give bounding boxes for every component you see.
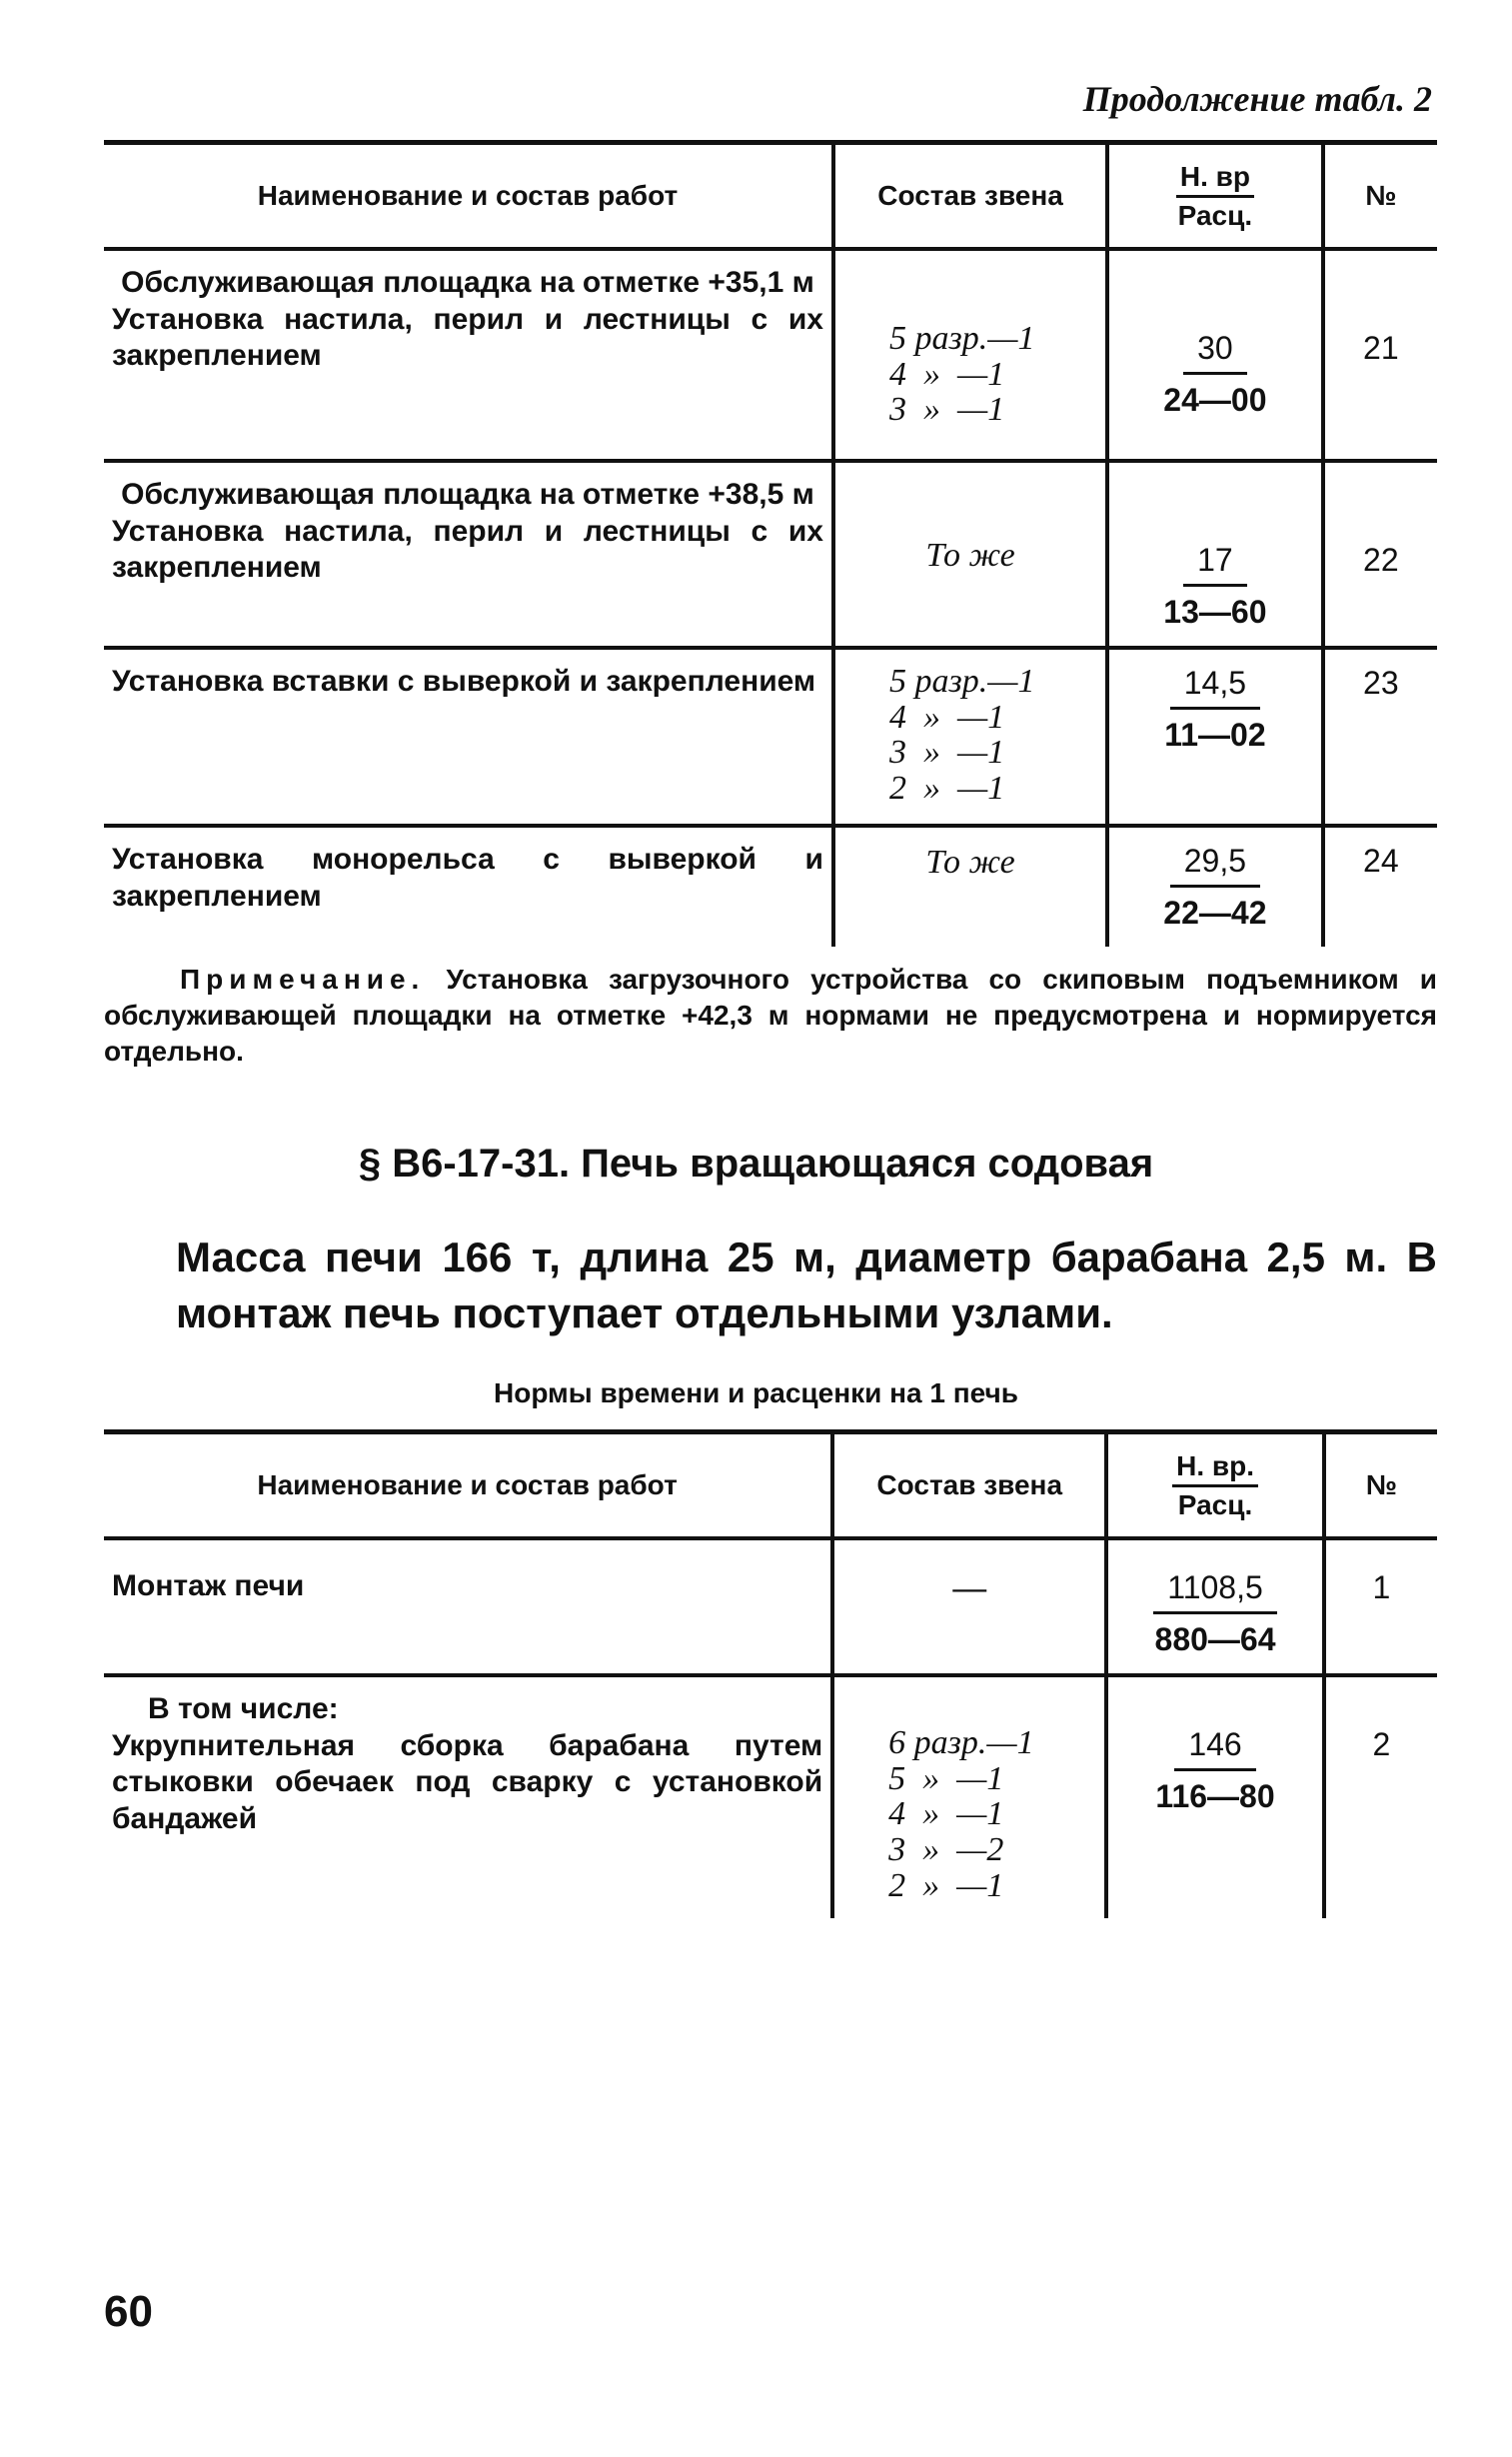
rate-value: 116—80	[1155, 1778, 1275, 1815]
note-label: Примечание.	[180, 964, 426, 995]
crew-cell	[833, 648, 1107, 826]
crew-line: 4 » —1	[888, 355, 1005, 393]
norm-cell	[1106, 1538, 1323, 1675]
row-number: 24	[1363, 843, 1399, 880]
table-row	[104, 1538, 1437, 1675]
work-cell	[104, 826, 833, 947]
table-row	[104, 648, 1437, 826]
number-cell	[1323, 249, 1437, 461]
crew-line: 4 » —1	[888, 1795, 1004, 1833]
table-continuation-caption: Продолжение табл. 2	[1082, 79, 1432, 119]
crew-line: 6 разр.—1	[888, 1724, 1034, 1762]
header-crew: Состав звена	[832, 1432, 1106, 1539]
row-number: 22	[1363, 542, 1399, 578]
header-work: Наименование и состав работ	[104, 1432, 832, 1539]
table-row	[104, 249, 1437, 461]
rate-value: 13—60	[1163, 594, 1267, 631]
page-number: 60	[104, 2287, 153, 2336]
table-header-row	[104, 143, 1437, 250]
row-title: Обслуживающая площадка на отметке +35,1 м	[121, 266, 814, 299]
rate-value: 22—42	[1163, 895, 1267, 932]
work-cell	[104, 1538, 832, 1675]
number-cell	[1323, 826, 1437, 947]
section-description: Масса печи 166 т, длина 25 м, диаметр барабана 2,5 м. В монтаж печь поступает отдельными узлами.	[176, 1233, 1437, 1337]
table2-caption: Нормы времени и расценки на 1 печь	[494, 1377, 1018, 1408]
norm-cell	[1106, 1675, 1323, 1917]
header-crew: Состав звена	[833, 143, 1107, 250]
row-text: Укрупнительная сборка барабана путем стыковки обечаек под сварку с установкой бандажей	[112, 1728, 823, 1835]
crew-cell	[833, 461, 1107, 648]
header-number: №	[1323, 143, 1437, 250]
row-number: 2	[1372, 1726, 1391, 1763]
row-number: 1	[1372, 1569, 1391, 1605]
row-number: 23	[1363, 665, 1399, 702]
crew-line: 2 » —1	[888, 770, 1005, 808]
work-cell	[104, 461, 833, 648]
table-note	[104, 962, 1437, 1069]
crew-line: 5 разр.—1	[888, 320, 1035, 357]
row-text: Установка настила, перил и лестницы с их закреплением	[112, 302, 823, 373]
crew-cell	[832, 1675, 1106, 1917]
number-cell	[1323, 461, 1437, 648]
table-row	[104, 826, 1437, 947]
header-norm-top: Н. вр.	[1172, 1450, 1258, 1487]
crew-line: 2 » —1	[888, 1866, 1004, 1904]
norms-table-continued	[104, 140, 1437, 947]
norm-cell	[1107, 826, 1323, 947]
row-text: Установка вставки с выверкой и закреплением	[112, 665, 816, 699]
note-text: Установка загрузочного устройства со скиповым подъемником и обслуживающей площадки на отметке +42,3 м нормами не предусмотрена и нормируется отдельно.	[104, 964, 1438, 1067]
number-cell	[1323, 648, 1437, 826]
time-norm: 14,5	[1170, 664, 1260, 710]
row-number: 21	[1363, 330, 1399, 366]
rate-value: 11—02	[1164, 717, 1266, 754]
header-work: Наименование и состав работ	[104, 143, 833, 250]
rate-value: 24—00	[1163, 382, 1267, 419]
time-norm: 30	[1183, 329, 1247, 375]
work-cell	[104, 1675, 832, 1917]
row-lead: В том числе:	[148, 1692, 339, 1726]
norm-cell	[1107, 648, 1323, 826]
number-cell	[1324, 1538, 1437, 1675]
crew-same: То же	[925, 844, 1015, 882]
crew-cell	[833, 249, 1107, 461]
crew-line: 3 » —1	[888, 391, 1005, 429]
table-row	[104, 461, 1437, 648]
norms-table-kiln	[104, 1429, 1437, 1918]
number-cell	[1324, 1675, 1437, 1917]
time-norm: 29,5	[1170, 842, 1260, 888]
crew-line: 3 » —1	[888, 734, 1005, 772]
crew-line: 3 » —2	[888, 1831, 1004, 1869]
table-row	[104, 1675, 1437, 1917]
crew-line: 5 » —1	[888, 1759, 1004, 1797]
norm-cell	[1107, 461, 1323, 648]
header-number: №	[1324, 1432, 1437, 1539]
work-cell	[104, 648, 833, 826]
crew-line: 4 » —1	[888, 698, 1005, 736]
table-header-row	[104, 1432, 1437, 1539]
time-norm: 17	[1183, 541, 1247, 587]
norm-cell	[1107, 249, 1323, 461]
time-norm: 146	[1174, 1725, 1255, 1771]
header-norm-bottom: Расц.	[1177, 199, 1253, 231]
crew-cell	[832, 1538, 1106, 1675]
row-text: Установка монорельса с выверкой и закреплением	[112, 843, 823, 913]
header-norm-top: Н. вр	[1176, 161, 1254, 198]
crew-cell	[833, 826, 1107, 947]
row-text: Монтаж печи	[112, 1569, 305, 1602]
header-norm	[1107, 143, 1323, 250]
rate-value: 880—64	[1154, 1621, 1276, 1658]
time-norm: 1108,5	[1153, 1568, 1277, 1614]
header-norm	[1106, 1432, 1323, 1539]
work-cell	[104, 249, 833, 461]
crew-dash: —	[952, 1569, 987, 1607]
header-norm-bottom: Расц.	[1177, 1488, 1253, 1520]
crew-line: 5 разр.—1	[888, 663, 1035, 701]
section-title: § В6-17-31. Печь вращающаяся содовая	[358, 1142, 1154, 1186]
crew-same: То же	[925, 537, 1015, 574]
row-text: Установка настила, перил и лестницы с их закреплением	[112, 514, 823, 585]
row-title: Обслуживающая площадка на отметке +38,5 м	[121, 478, 814, 511]
